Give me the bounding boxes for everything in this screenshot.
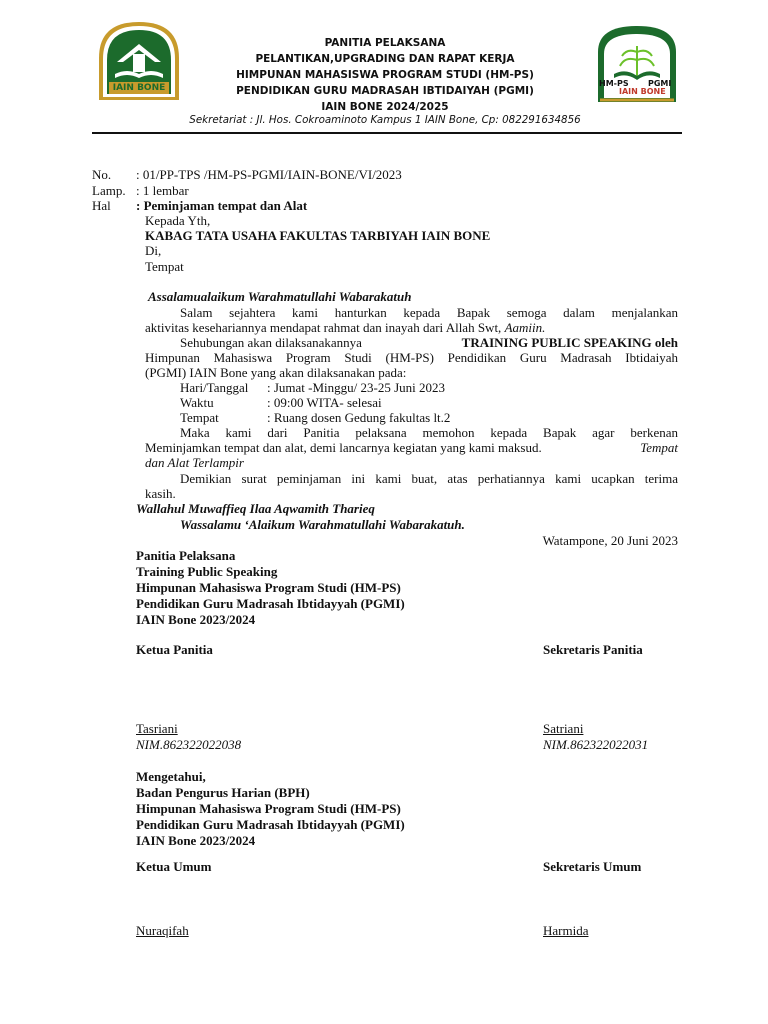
secretary-name: Satriani xyxy=(543,721,584,736)
logo-right-hmps: HM-PS xyxy=(599,79,629,88)
committee-line: Training Public Speaking xyxy=(136,564,278,579)
closing-line-1: Wallahul Muwaffieq Ilaa Aqwamith Tharieq xyxy=(136,501,375,516)
recipient-place: Tempat xyxy=(145,259,184,274)
paragraph-2-text: Sehubungan akan dilaksanakannya xyxy=(180,335,362,350)
header-line: IAIN BONE 2024/2025 xyxy=(321,101,449,113)
hal-value: : Peminjaman tempat dan Alat xyxy=(136,198,308,213)
lamp-value: : 1 lembar xyxy=(136,183,189,198)
chair-title: Ketua Panitia xyxy=(136,642,213,657)
logo-right-pgmi: PGMI xyxy=(648,79,672,88)
paragraph-2-line-2: Himpunan Mahasiswa Program Studi (HM-PS) Pendidikan Guru Madrasah Ibtidaiyah xyxy=(145,350,678,365)
paragraph-3-italic: Tempat xyxy=(640,440,678,455)
header-line: PENDIDIKAN GURU MADRASAH IBTIDAIYAH (PGMI) xyxy=(236,85,534,97)
general-chair-name: Nuraqifah xyxy=(136,923,189,938)
general-secretary-title: Sekretaris Umum xyxy=(543,859,642,874)
paragraph-1-text: aktivitas kesehariannya mendapat rahmat dan inayah dari Allah Swt, xyxy=(145,320,505,335)
paragraph-1-line-2 xyxy=(145,320,545,336)
no-value: : 01/PP-TPS /HM-PS-PGMI/IAIN-BONE/VI/2023 xyxy=(136,167,402,182)
paragraph-2-line-3: (PGMI) IAIN Bone yang akan dilaksanakan pada: xyxy=(145,365,407,380)
general-chair-title: Ketua Umum xyxy=(136,859,212,874)
chair-name: Tasriani xyxy=(136,721,178,736)
secretary-title: Sekretaris Panitia xyxy=(543,642,643,657)
committee-line: Himpunan Mahasiswa Program Studi (HM-PS) xyxy=(136,580,401,595)
committee-line: IAIN Bone 2023/2024 xyxy=(136,612,256,627)
paragraph-3-line-1: Maka kami dari Panitia pelaksana memohon kepada Bapak agar berkenan xyxy=(180,425,678,440)
committee-block xyxy=(136,548,405,628)
chair-nim: NIM.862322022038 xyxy=(136,737,242,752)
paragraph-3-text: Meminjamkan tempat dan alat, demi lancarnya kegiatan yang kami maksud. xyxy=(145,440,542,455)
paragraph-3-line-3: dan Alat Terlampir xyxy=(145,455,244,470)
secretary-nim: NIM.862322022031 xyxy=(543,737,649,752)
detail-label: Hari/Tanggal xyxy=(180,380,249,395)
paragraph-2-line-1 xyxy=(180,335,678,351)
bph-line: Pendidikan Guru Madrasah Ibtidayyah (PGMI) xyxy=(136,817,405,832)
paragraph-1-line-1: Salam sejahtera kami hanturkan kepada Bapak semoga dalam menjalankan xyxy=(180,305,678,320)
paragraph-4-line-2: kasih. xyxy=(145,486,176,501)
header-line: PELANTIKAN,UPGRADING DAN RAPAT KERJA xyxy=(255,53,515,65)
bph-line: Mengetahui, xyxy=(136,769,206,784)
secretariat-address: Sekretariat : Jl. Hos. Cokroaminoto Kampus 1 IAIN Bone, Cp: 082291634856 xyxy=(189,114,581,126)
committee-line: Pendidikan Guru Madrasah Ibtidayyah (PGMI) xyxy=(136,596,405,611)
recipient-name: KABAG TATA USAHA FAKULTAS TARBIYAH IAIN BONE xyxy=(145,228,491,243)
header-title xyxy=(150,35,620,115)
recipient-greeting: Kepada Yth, xyxy=(145,213,211,228)
detail-value: : Jumat -Minggu/ 23-25 Juni 2023 xyxy=(267,380,446,395)
aamiin-text: Aamiin. xyxy=(504,320,546,335)
general-secretary-name: Harmida xyxy=(543,923,589,938)
detail-value: : Ruang dosen Gedung fakultas lt.2 xyxy=(267,410,451,425)
header-line: HIMPUNAN MAHASISWA PROGRAM STUDI (HM-PS) xyxy=(236,69,534,81)
closing-line-2: Wassalamu ‘Alaikum Warahmatullahi Wabarakatuh. xyxy=(180,517,465,532)
detail-label: Tempat xyxy=(180,410,219,425)
detail-value: : 09:00 WITA- selesai xyxy=(267,395,382,410)
committee-line: Panitia Pelaksana xyxy=(136,548,236,563)
header-rule xyxy=(92,132,682,134)
paragraph-3-line-2 xyxy=(145,440,678,456)
place-date: Watampone, 20 Juni 2023 xyxy=(542,533,678,548)
bph-line: Badan Pengurus Harian (BPH) xyxy=(136,785,310,800)
hal-label: Hal xyxy=(92,198,111,213)
header-line: PANITIA PELAKSANA xyxy=(324,37,446,49)
bph-line: IAIN Bone 2023/2024 xyxy=(136,833,256,848)
opening-salam: Assalamualaikum Warahmatullahi Wabarakatuh xyxy=(148,289,412,304)
event-name: TRAINING PUBLIC SPEAKING oleh xyxy=(461,335,678,350)
recipient-di: Di, xyxy=(145,243,162,258)
bph-block xyxy=(136,769,405,849)
detail-label: Waktu xyxy=(180,395,214,410)
no-label: No. xyxy=(92,167,112,182)
bph-line: Himpunan Mahasiswa Program Studi (HM-PS) xyxy=(136,801,401,816)
logo-right-iain: IAIN BONE xyxy=(619,87,666,96)
lamp-label: Lamp. xyxy=(92,183,126,198)
logo-left-text: IAIN BONE xyxy=(112,83,166,93)
paragraph-4-line-1: Demikian surat peminjaman ini kami buat, atas perhatiannya kami ucapkan terima xyxy=(180,471,678,486)
